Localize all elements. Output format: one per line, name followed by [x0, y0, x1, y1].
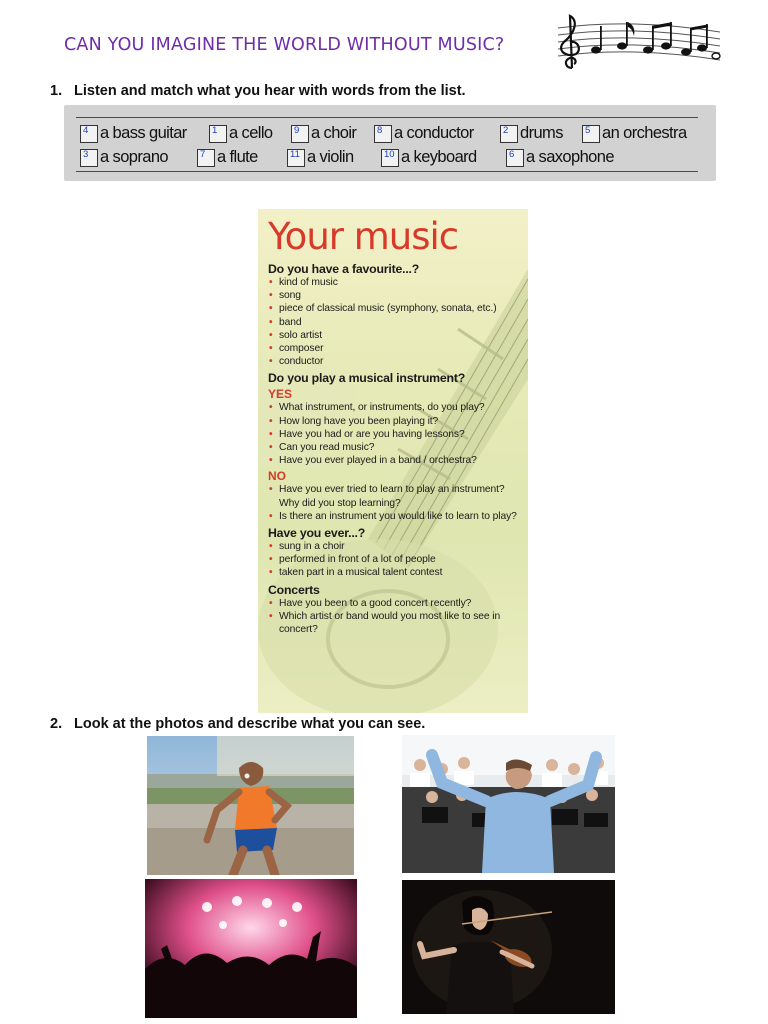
yes-label: YES	[268, 387, 293, 402]
word-label: a conductor	[394, 124, 474, 142]
photo-violinist	[402, 880, 615, 1014]
list-item: • Have you ever played in a band / orchestra?	[268, 454, 523, 467]
photo-conductor	[402, 735, 615, 873]
ever-heading: Have you ever...?	[268, 526, 366, 541]
word-label: a keyboard	[401, 148, 477, 166]
list-item: • kind of music	[268, 276, 523, 289]
word-item-violin	[287, 148, 354, 167]
panel-title: Your music	[268, 215, 459, 258]
list-item: • composer	[268, 342, 523, 355]
word-label: drums	[520, 124, 563, 142]
word-label: an orchestra	[602, 124, 687, 142]
word-item-conductor	[374, 124, 474, 143]
answer-box[interactable]: 2	[500, 125, 518, 143]
word-item-bass-guitar	[80, 124, 187, 143]
word-label: a flute	[217, 148, 258, 166]
word-item-orchestra	[582, 124, 687, 143]
list-item: • Have you been to a good concert recently?	[268, 597, 523, 610]
answer-box[interactable]: 5	[582, 125, 600, 143]
task-2-instruction	[50, 716, 425, 732]
your-music-panel	[258, 209, 528, 713]
yes-list	[268, 401, 523, 467]
task-1-instruction	[50, 83, 466, 99]
word-bank-bottom-rule	[76, 171, 698, 172]
instrument-heading: Do you play a musical instrument?	[268, 371, 466, 386]
page-title: CAN YOU IMAGINE THE WORLD WITHOUT MUSIC?	[64, 35, 505, 55]
concerts-heading: Concerts	[268, 582, 320, 597]
answer-box[interactable]: 6	[506, 149, 524, 167]
list-item: • What instrument, or instruments, do you play?	[268, 401, 523, 414]
list-item: • taken part in a musical talent contest	[268, 566, 523, 579]
list-item: • piece of classical music (symphony, sonata, etc.)	[268, 302, 523, 315]
task-1-text: Listen and match what you hear with words from the list.	[74, 83, 466, 99]
word-label: a violin	[307, 148, 354, 166]
word-item-cello	[209, 124, 273, 143]
word-label: a cello	[229, 124, 273, 142]
answer-box[interactable]: 1	[209, 125, 227, 143]
word-item-drums	[500, 124, 563, 143]
answer-box[interactable]: 10	[381, 149, 399, 167]
word-item-keyboard	[381, 148, 477, 167]
list-item: • sung in a choir	[268, 540, 523, 553]
task-2-text: Look at the photos and describe what you can see.	[74, 716, 426, 732]
word-bank	[64, 105, 716, 181]
word-item-saxophone	[506, 148, 614, 167]
list-item: • Have you ever tried to learn to play an instrument? Why did you stop learning?	[268, 483, 523, 509]
list-item: • solo artist	[268, 329, 523, 342]
task-1-number: 1.	[50, 83, 63, 99]
answer-box[interactable]: 11	[287, 149, 305, 167]
list-item: • Can you read music?	[268, 441, 523, 454]
concerts-list	[268, 597, 523, 637]
word-label: a soprano	[100, 148, 168, 166]
answer-box[interactable]: 9	[291, 125, 309, 143]
ever-list	[268, 540, 523, 580]
list-item: • song	[268, 289, 523, 302]
photo-concert-crowd	[145, 879, 357, 1018]
list-item: • band	[268, 316, 523, 329]
task-2-number: 2.	[50, 716, 63, 732]
favourite-list	[268, 276, 523, 368]
photo-runner	[147, 736, 354, 875]
word-label: a saxophone	[526, 148, 614, 166]
music-notes-icon	[552, 10, 722, 72]
answer-box[interactable]: 7	[197, 149, 215, 167]
list-item: • performed in front of a lot of people	[268, 553, 523, 566]
answer-box[interactable]: 3	[80, 149, 98, 167]
word-label: a choir	[311, 124, 357, 142]
answer-box[interactable]: 8	[374, 125, 392, 143]
list-item: • Have you had or are you having lessons?	[268, 428, 523, 441]
no-label: NO	[268, 469, 286, 484]
no-list	[268, 483, 523, 523]
word-item-flute	[197, 148, 258, 167]
list-item: • conductor	[268, 355, 523, 368]
favourite-heading: Do you have a favourite...?	[268, 262, 420, 276]
answer-box[interactable]: 4	[80, 125, 98, 143]
word-item-soprano	[80, 148, 168, 167]
word-label: a bass guitar	[100, 124, 187, 142]
word-bank-top-rule	[76, 117, 698, 118]
list-item: • How long have you been playing it?	[268, 415, 523, 428]
word-item-choir	[291, 124, 356, 143]
list-item: • Is there an instrument you would like to learn to play?	[268, 510, 523, 523]
list-item: • Which artist or band would you most like to see in concert?	[268, 610, 523, 636]
